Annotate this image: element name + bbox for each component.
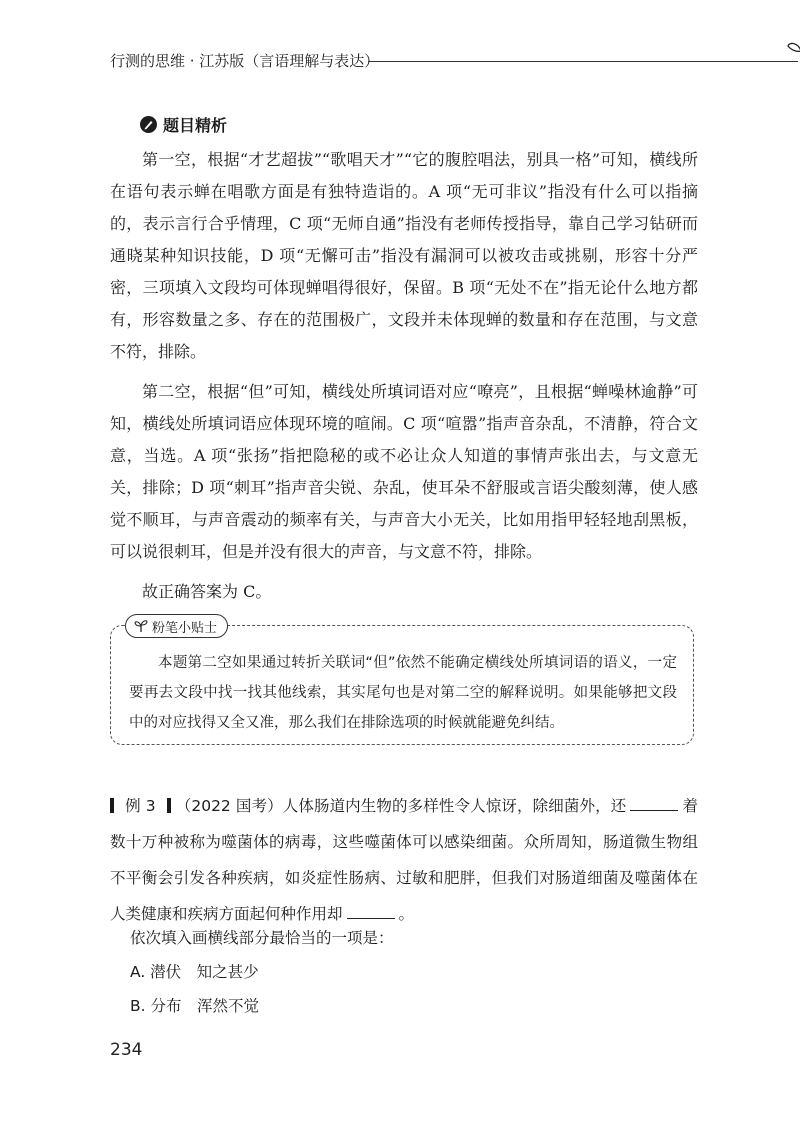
example-text-b: 着数十万种被称为噬菌体的病毒，这些噬菌体可以感染细菌。众所周知，肠道微生物组不平衡会引发各种疾病，如炎症性肠病、过敏和肥胖，但我们对肠道细菌及噬菌体在人类健康和疾病方面起何种作用却 bbox=[110, 797, 698, 923]
tip-tag bbox=[125, 614, 228, 638]
example-text-c: 。 bbox=[398, 905, 415, 923]
example-bar-right bbox=[167, 798, 171, 813]
section-heading bbox=[140, 112, 227, 136]
example-label: 例 3 bbox=[125, 797, 156, 815]
option-a: A. 潜伏 知之甚少 bbox=[130, 963, 259, 981]
example-bar-left bbox=[110, 798, 114, 813]
example-passage bbox=[110, 788, 698, 932]
example-source: （2022 国考） bbox=[175, 797, 283, 815]
header-title: 行测的思维 · 江苏版（言语理解与表达） bbox=[110, 52, 380, 70]
example-text-a: 人体肠道内生物的多样性令人惊讶，除细菌外，还 bbox=[282, 797, 627, 815]
sprout-icon bbox=[786, 38, 800, 66]
section-heading-text: 题目精析 bbox=[163, 115, 228, 135]
analysis-paragraph: 第一空，根据“才艺超拔”“歌唱天才”“它的腹腔唱法，别具一格”可知，横线所在语句表示蝉在唱歌方面是有独特造诣的。A 项“无可非议”指没有什么可以指摘的，表示言行合乎情理，C 项“无师自通”指没有老师传授指导，靠自己学习钻研而通晓某种知识技能，D 项“无懈可击”指没有漏洞可以被攻击或挑剔，形容十分严密，三项填入文段均可体现蝉唱得很好，保留。B 项“无处不在”指无论什么地方都有，形容数量之多、存在的范围极广，文段并未体现蝉的数量和存在范围，与文意不符，排除。 bbox=[110, 150, 698, 361]
tip-body bbox=[129, 648, 677, 738]
answer-blank-2 bbox=[347, 904, 395, 919]
leaf-icon bbox=[134, 619, 148, 633]
option-b: B. 分布 浑然不觉 bbox=[130, 997, 259, 1015]
example-block bbox=[110, 788, 698, 932]
analysis-paragraph: 第二空，根据“但”可知，横线处所填词语对应“嘹亮”，且根据“蝉噪林逾静”可知，横线处所填词语应体现环境的喧闹。C 项“喧嚣”指声音杂乱，不清静，符合文意，当选。A 项“张扬”指把隐秘的或不必让众人知道的事情声张出去，与文意无关，排除；D 项“刺耳”指声音尖锐、杂乱，使耳朵不舒服或言语尖酸刻薄，使人感觉不顺耳，与声音震动的频率有关，与声音大小无关，比如用指甲轻轻地刮黑板，可以说很刺耳，但是并没有很大的声音，与文意不符，排除。 bbox=[110, 382, 698, 561]
header-rule bbox=[368, 61, 798, 62]
answer-paragraph: 故正确答案为 C。 bbox=[142, 582, 272, 601]
analysis-body bbox=[110, 144, 698, 608]
question-prompt: 依次填入画横线部分最恰当的一项是： bbox=[130, 929, 394, 947]
tip-text: 本题第二空如果通过转折关联词“但”依然不能确定横线处所填词语的语义，一定要再去文段中找一找其他线索，其实尾句也是对第二空的解释说明。如果能够把文段中的对应找得又全又准，那么我们在排除选项的时候就能避免纠结。 bbox=[129, 655, 677, 731]
page-number: 234 bbox=[110, 1040, 143, 1060]
running-header bbox=[110, 48, 710, 74]
pen-icon bbox=[140, 116, 157, 133]
answer-blank-1 bbox=[630, 796, 678, 811]
tip-tag-label: 粉笔小贴士 bbox=[152, 620, 218, 636]
tip-box bbox=[110, 620, 694, 745]
